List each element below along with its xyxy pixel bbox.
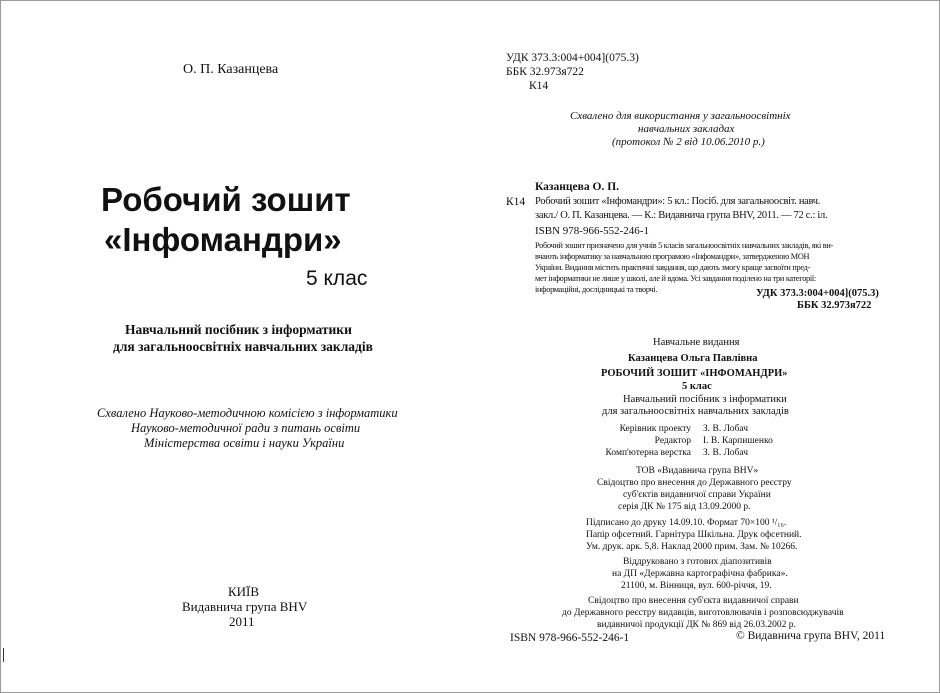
- title-caps: РОБОЧИЙ ЗОШИТ «ІНФОМАНДРИ»: [601, 368, 788, 379]
- recommend-line1: Схвалено для використання у загальноосвітніх: [570, 110, 791, 122]
- biblio-line2: закл./ О. П. Казанцева. — К.: Видавнича група BHV, 2011. — 72 с.: іл.: [535, 210, 828, 221]
- print-info-line1: Підписано до друку 14.09.10. Формат 70×100 ¹/₁₆.: [586, 518, 787, 528]
- print-info-line2: Папір офсетний. Гарнітура Шкільна. Друк офсетний.: [586, 530, 802, 540]
- cert-line1: Свідоцтво про внесення суб'єкта видавничої справи: [588, 596, 799, 606]
- publisher-line1: Свідоцтво про внесення до Державного реєстру: [597, 478, 792, 488]
- recommend-line3: (протокол № 2 від 10.06.2010 р.): [612, 136, 765, 148]
- annotation-line: інформаційні, дослідницькі та творчі.: [535, 285, 658, 294]
- biblio-code: К14: [506, 196, 526, 208]
- cert-line2: до Державного реєстру видавців, виготовлювачів і розповсюджувачів: [562, 608, 844, 618]
- udk-code-repeat: УДК 373.3:004+004](075.3): [756, 288, 879, 299]
- cert-line3: видавничої продукції ДК № 869 від 26.03.2002 р.: [597, 620, 796, 630]
- edition-type: Навчальне видання: [653, 337, 740, 348]
- bbk-code: ББК 32.973я722: [506, 66, 584, 78]
- city: КИЇВ: [228, 584, 260, 599]
- approval-line2: Науково-методичної ради з питань освіти: [131, 421, 361, 435]
- approval-line3: Міністерства освіти і науки України: [144, 436, 345, 450]
- credit-name: З. В. Лобач: [703, 448, 748, 458]
- publisher-name: ТОВ «Видавнича група BHV»: [636, 466, 759, 476]
- annotation-line: Робочий зошит призначено для учнів 5 класів загальноосвітніх навчальних закладів, які ви-: [535, 241, 833, 250]
- desc-line2: для загальноосвітніх навчальних закладів: [602, 406, 789, 417]
- biblio-author: Казанцева О. П.: [535, 181, 620, 193]
- annotation-line: мет інформатики не лише у школі, але й вдома. Усі завдання поділено на три категорії:: [535, 274, 816, 283]
- bbk-code-repeat: ББК 32.973я722: [797, 300, 872, 311]
- isbn-bottom: ISBN 978-966-552-246-1: [510, 632, 630, 644]
- desc-line1: Навчальний посібник з інформатики: [623, 394, 787, 405]
- approval-line1: Схвалено Науково-методичною комісією з інформатики: [97, 406, 398, 420]
- grade-label: 5 клас: [306, 267, 368, 290]
- recommend-line2: навчальних закладах: [638, 123, 735, 135]
- copyright: © Видавнича група BHV, 2011: [736, 630, 886, 642]
- annotation-line: України. Видання містить практичні завдання, що дають змогу краще засвоїти пред-: [535, 263, 810, 272]
- annotation-line: вчають інформатику за навчальною програмою «Інфомандри», затвердженою МОН: [535, 252, 810, 261]
- subtitle-line1: Навчальний посібник з інформатики: [125, 322, 352, 337]
- credit-role: Редактор: [654, 436, 691, 446]
- author-full-name: Казанцева Ольга Павлівна: [628, 353, 758, 364]
- biblio-line1: Робочий зошит «Інфомандри»: 5 кл.: Посіб. для загальноосвіт. навч.: [535, 196, 821, 207]
- author-code: К14: [529, 80, 549, 92]
- publisher-line3: серія ДК № 175 від 13.09.2000 р.: [618, 502, 751, 512]
- printed-line2: на ДП «Державна картографічна фабрика».: [612, 569, 788, 579]
- credit-role: Комп'ютерна верстка: [605, 448, 691, 458]
- subtitle-line2: для загальноосвітніх навчальних закладів: [113, 339, 373, 354]
- credit-role: Керівник проекту: [619, 424, 691, 434]
- author-name: О. П. Казанцева: [183, 62, 279, 77]
- credit-name: І. В. Карпишенко: [703, 436, 773, 446]
- print-info-line3: Ум. друк. арк. 5,8. Наклад 2000 прим. Зам. № 10266.: [586, 542, 798, 552]
- credit-name: З. В. Лобач: [703, 424, 748, 434]
- isbn-line: ISBN 978-966-552-246-1: [535, 225, 649, 237]
- printed-line3: 21100, м. Вінниця, вул. 600-річчя, 19.: [621, 581, 772, 591]
- year: 2011: [229, 614, 255, 629]
- text-cursor: [3, 648, 4, 662]
- publisher: Видавнича група BHV: [182, 599, 308, 614]
- publisher-line2: суб'єктів видавничої справи України: [623, 490, 771, 500]
- book-title-line2: «Інфомандри»: [104, 221, 342, 258]
- printed-line1: Віддруковано з готових діапозитивів: [623, 557, 772, 567]
- book-title-line1: Робочий зошит: [101, 181, 351, 218]
- udk-code: УДК 373.3:004+004](075.3): [506, 52, 639, 64]
- grade-small: 5 клас: [682, 381, 712, 392]
